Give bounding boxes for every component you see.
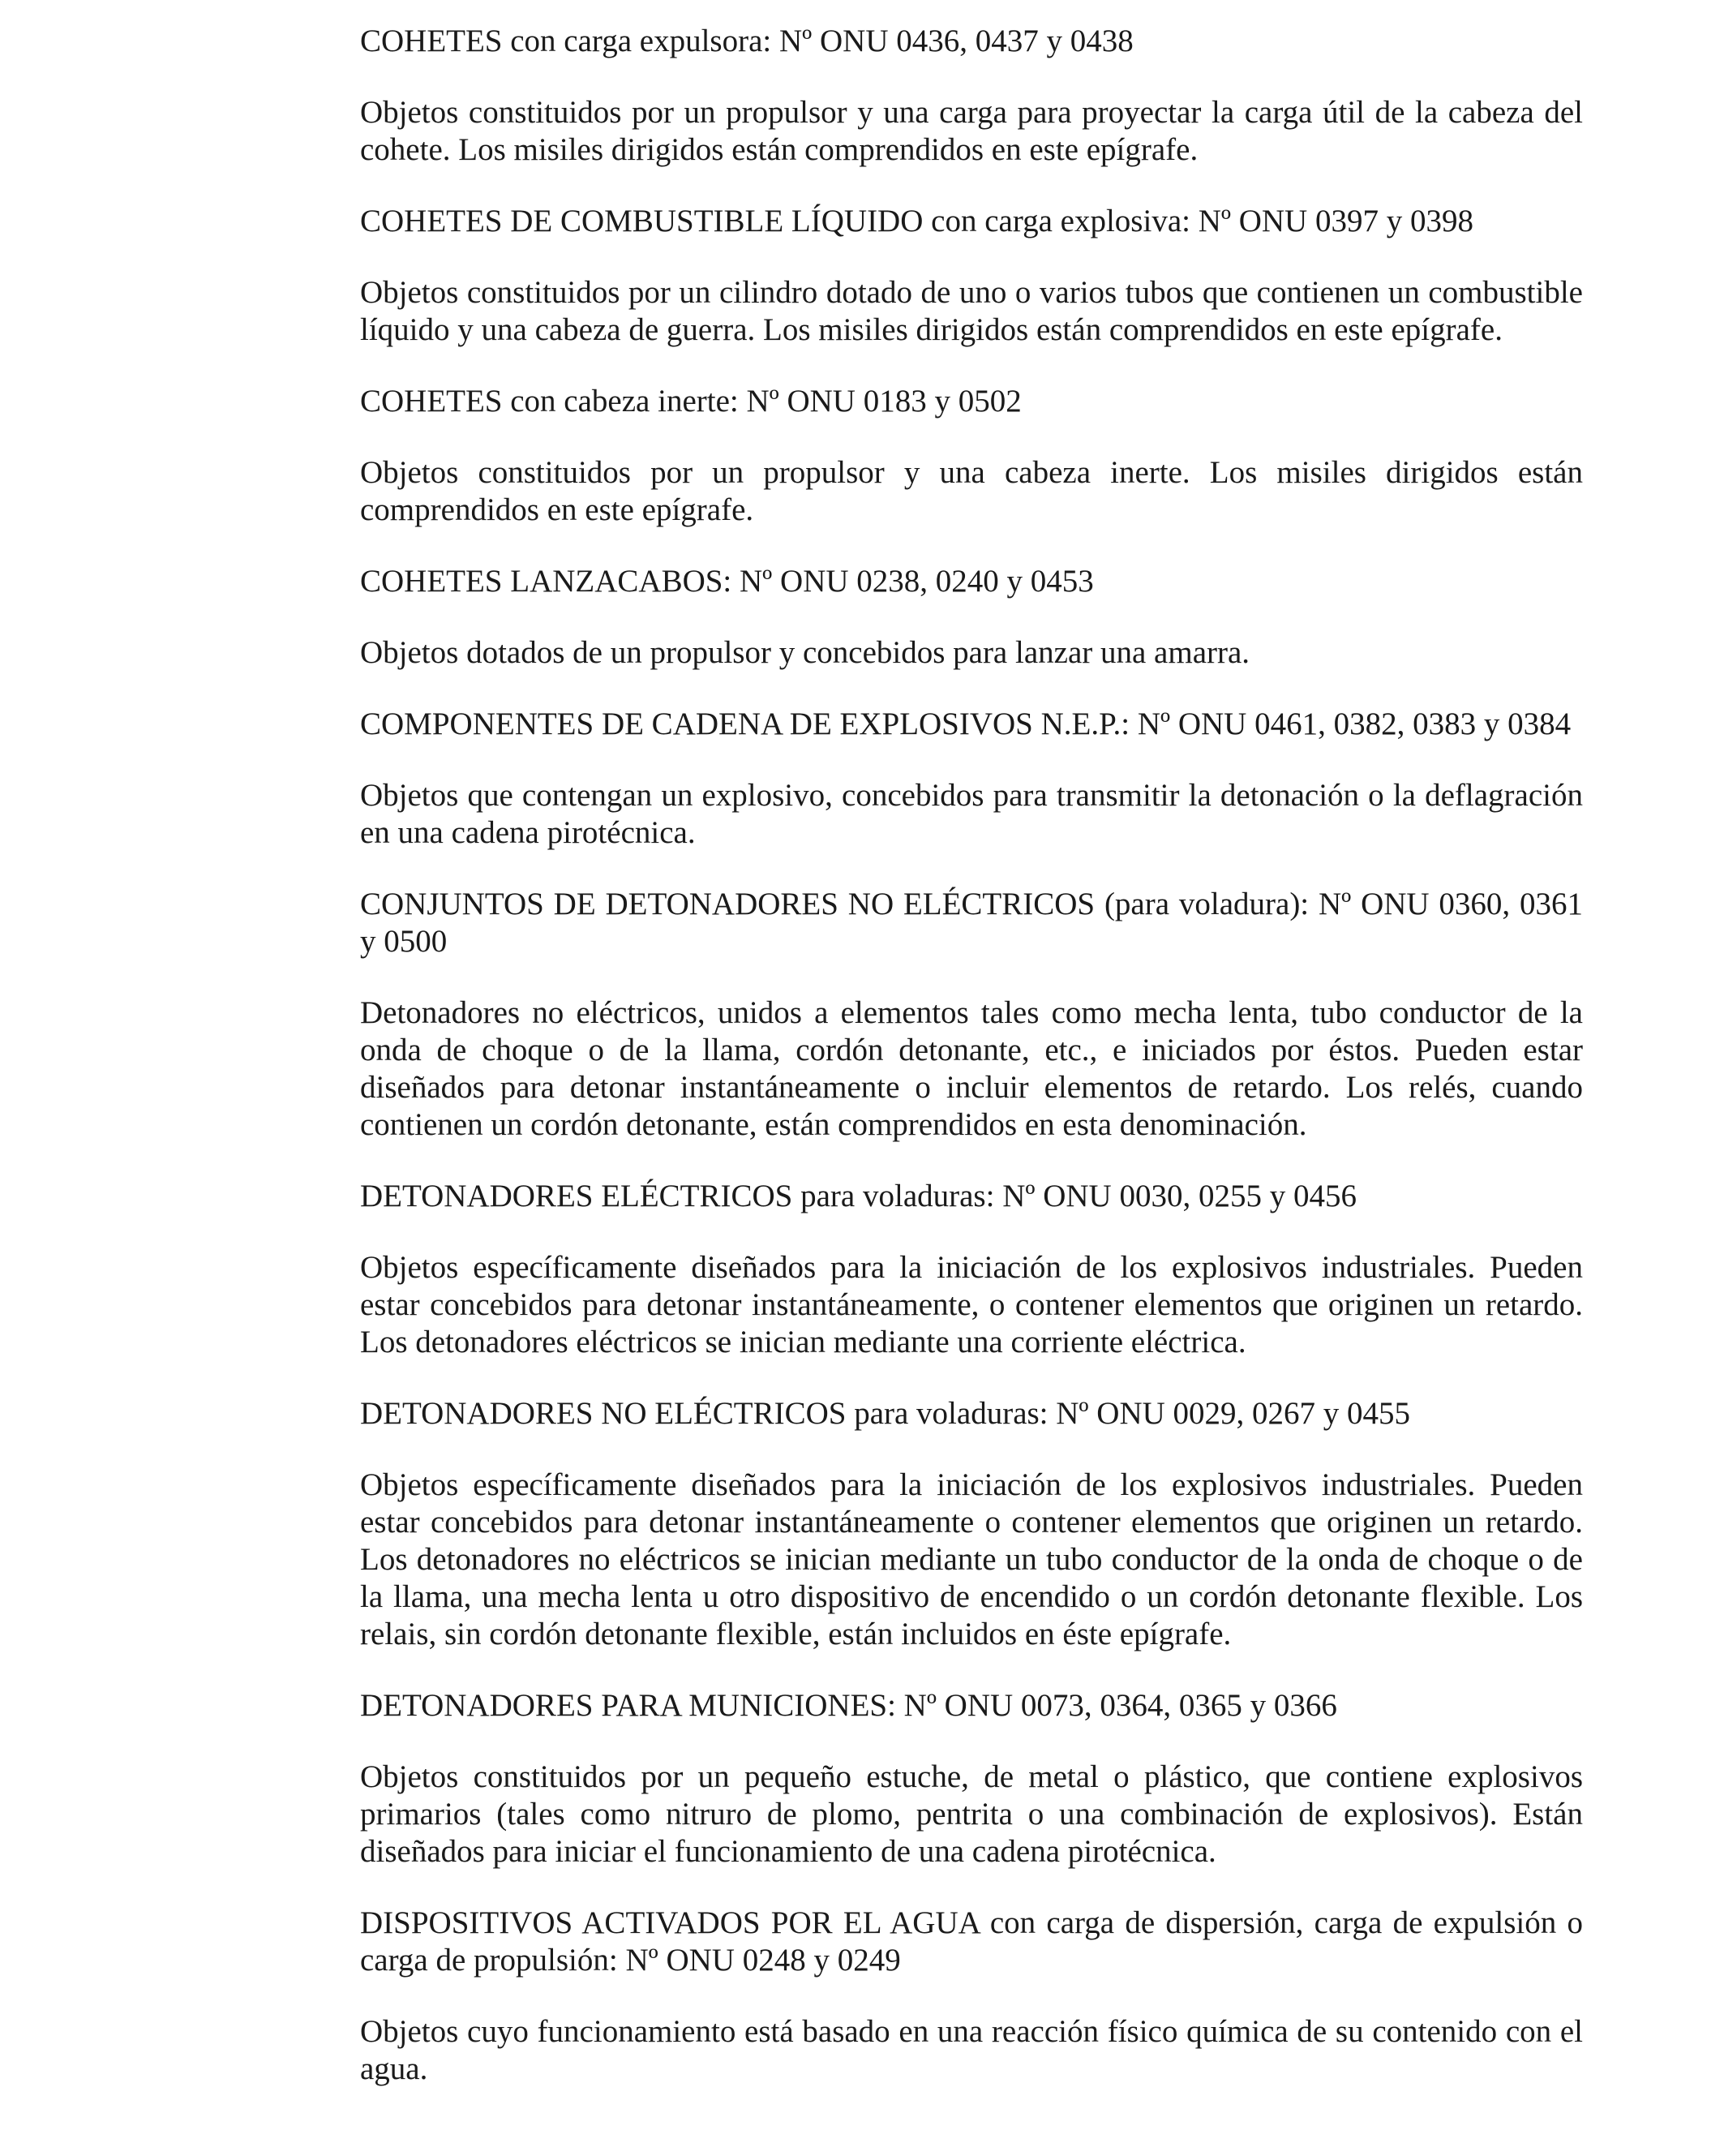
entry-heading: DETONADORES ELÉCTRICOS para voladuras: Nº ONU 0030, 0255 y 0456 <box>360 1179 1357 1213</box>
entry-description: Objetos que contengan un explosivo, concebidos para transmitir la detonación o la deflagración en una cadena pirotécnica. <box>360 778 1583 850</box>
document-page <box>360 23 1583 2122</box>
entry-description: Objetos constituidos por un pequeño estuche, de metal o plástico, que contiene explosivos primarios (tales como nitruro de plomo, pentrita o una combinación de explosivos). Están diseñados para iniciar el funcionamiento de una cadena pirotécnica. <box>360 1759 1583 1869</box>
entry-heading: DISPOSITIVOS ACTIVADOS POR EL AGUA con carga de dispersión, carga de expulsión o carga de propulsión: Nº ONU 0248 y 0249 <box>360 1905 1583 1978</box>
entry-description: Objetos cuyo funcionamiento está basado en una reacción físico química de su contenido con el agua. <box>360 2014 1583 2086</box>
entry-description: Objetos constituidos por un cilindro dotado de uno o varios tubos que contienen un combustible líquido y una cabeza de guerra. Los misiles dirigidos están comprendidos en este epígrafe. <box>360 275 1583 347</box>
entry-heading: CONJUNTOS DE DETONADORES NO ELÉCTRICOS (para voladura): Nº ONU 0360, 0361 y 0500 <box>360 887 1583 959</box>
entry-heading: COHETES con carga expulsora: Nº ONU 0436, 0437 y 0438 <box>360 24 1134 58</box>
entry-heading: COHETES LANZACABOS: Nº ONU 0238, 0240 y 0453 <box>360 564 1094 599</box>
entry-heading: COHETES DE COMBUSTIBLE LÍQUIDO con carga explosiva: Nº ONU 0397 y 0398 <box>360 204 1473 238</box>
entry-description: Detonadores no eléctricos, unidos a elementos tales como mecha lenta, tubo conductor de la onda de choque o de la llama, cordón detonante, etc., e iniciados por éstos. Pueden estar diseñados para detonar instantáneamente o incluir elementos de retardo. Los relés, cuando contienen un cordón detonante, están comprendidos en esta denominación. <box>360 995 1583 1142</box>
entry-description: Objetos constituidos por un propulsor y una carga para proyectar la carga útil de la cabeza del cohete. Los misiles dirigidos están comprendidos en este epígrafe. <box>360 95 1583 167</box>
entry-description: Objetos dotados de un propulsor y concebidos para lanzar una amarra. <box>360 635 1250 670</box>
entry-description: Objetos específicamente diseñados para la iniciación de los explosivos industriales. Pueden estar concebidos para detonar instantáneamente, o contener elementos que originen un retardo. Los detonadores eléctricos se inician mediante una corriente eléctrica. <box>360 1250 1583 1359</box>
entry-heading: COMPONENTES DE CADENA DE EXPLOSIVOS N.E.P.: Nº ONU 0461, 0382, 0383 y 0384 <box>360 706 1572 741</box>
entry-heading: DETONADORES NO ELÉCTRICOS para voladuras: Nº ONU 0029, 0267 y 0455 <box>360 1396 1411 1431</box>
entry-description: Objetos constituidos por un propulsor y una cabeza inerte. Los misiles dirigidos están comprendidos en este epígrafe. <box>360 455 1583 527</box>
entry-heading: DETONADORES PARA MUNICIONES: Nº ONU 0073, 0364, 0365 y 0366 <box>360 1688 1337 1723</box>
entry-heading: COHETES con cabeza inerte: Nº ONU 0183 y 0502 <box>360 384 1022 419</box>
entry-description: Objetos específicamente diseñados para la iniciación de los explosivos industriales. Pueden estar concebidos para detonar instantáneamente o contener elementos que originen un retardo. Los detonadores no eléctricos se inician mediante un tubo conductor de la onda de choque o de la llama, una mecha lenta u otro dispositivo de encendido o un cordón detonante flexible. Los relais, sin cordón detonante flexible, están incluidos en éste epígrafe. <box>360 1467 1583 1651</box>
